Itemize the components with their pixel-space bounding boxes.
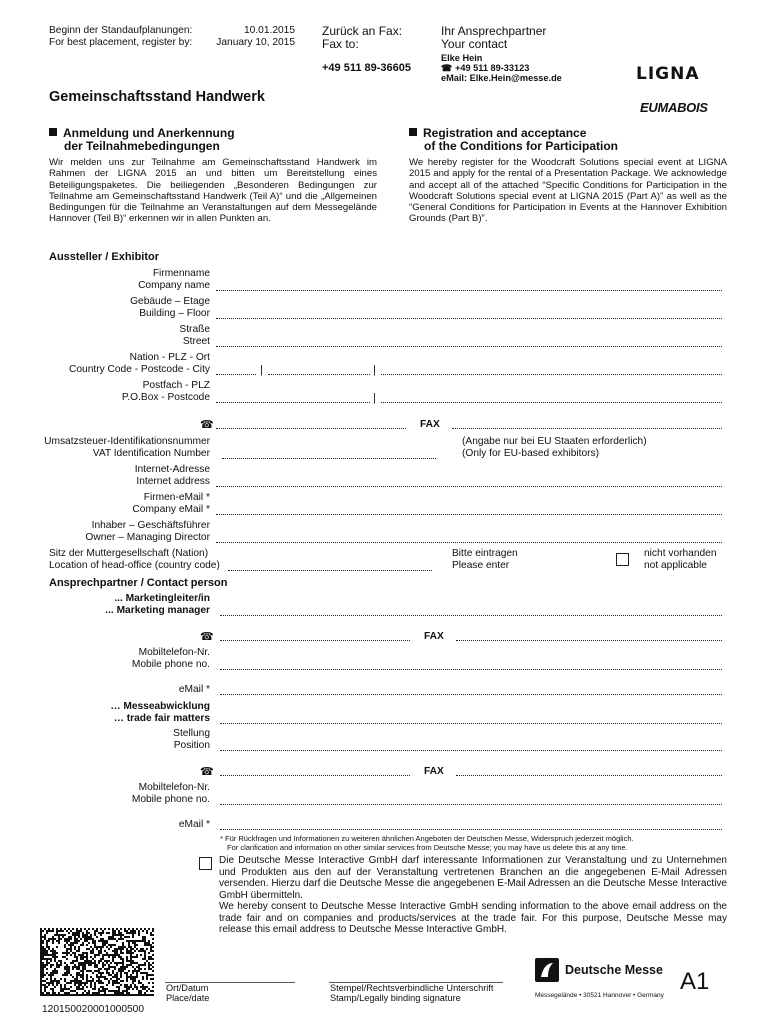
page-title: Gemeinschaftsstand Handwerk [49,89,265,105]
mobile2-label-en: Mobile phone no. [131,794,210,805]
owner-label-en: Owner – Managing Director [85,532,210,543]
company-email-label-de: Firmen-eMail * [143,492,210,503]
marketing-email-label: eMail * [178,684,210,695]
street-label-en: Street [182,336,210,347]
heading-de-2: der Teilnahmebedingungen [64,139,220,153]
pobox-field[interactable] [216,392,370,403]
trade-label-en: … trade fair matters [113,713,210,724]
intro-text-en: We hereby register for the Woodcraft Solutions special event at LIGNA 2015 and apply for the rental of a Presentation Package. We acknowledge and accept all of the attached “Specific Conditions for Participation in the Woodcraft Solutions special event at LIGNA 2015 (Part A)” as well as the “General Conditions for Participation in Events at the Hannover Exhibition Grounds (Part B)”. [409,157,727,225]
company-name-field[interactable] [216,280,722,291]
company-email-field[interactable] [216,504,722,515]
heading-en-1 [409,126,586,140]
bullet-square-icon [49,128,57,136]
postcode-field[interactable] [268,364,370,375]
marketing-phone-field[interactable] [220,630,410,641]
marketing-mobile-field[interactable] [220,659,722,670]
contact-heading: Ansprechpartner / Contact person [49,577,228,589]
mobile2-label-de: Mobiltelefon-Nr. [138,782,210,793]
not-applicable-label-de: nicht vorhanden [644,548,717,559]
city-field[interactable] [381,364,722,375]
nation-label-en: Country Code - Postcode - City [69,364,210,375]
registration-deadline-label-de: Beginn der Standaufplanungen: [49,25,193,36]
place-date-label-en: Place/date [166,993,210,1003]
pobox-postcode-field[interactable] [381,392,722,403]
not-applicable-label-en: not applicable [644,560,707,571]
internet-field[interactable] [216,476,722,487]
trade-fax-field[interactable] [456,765,722,776]
intro-text-de: Wir melden uns zur Teilnahme am Gemeinschaftsstand Handwerk im Rahmen der LIGNA 2015 an und bitten um Bereitstellung eines Beteiligungspaketes. Die beiliegenden „Besonderen Bedingungen zur Teilnahme am Gemeinschaftsstand Handwerk (Teil A)“ und die „Allgemeinen Bedingungen für die Teilnahme an Veranstaltungen auf dem Messegelände Hannover (Teil B)“ erkennen wir in allen Punkten an. [49,157,377,225]
contact-email: eMail: Elke.Hein@messe.de [441,73,562,83]
deadline-date-en: January 10, 2015 [216,37,295,48]
owner-label-de: Inhaber – Geschäftsführer [91,520,210,531]
deutsche-messe-wordmark: Deutsche Messe [565,963,663,977]
marketing-fax-field[interactable] [456,630,722,641]
ligna-logo: LIGNA [636,64,700,84]
trade-label-de: … Messeabwicklung [110,701,210,712]
not-applicable-checkbox[interactable] [616,553,629,566]
enter-label-de: Bitte eintragen [452,548,518,559]
mobile-label-en: Mobile phone no. [131,659,210,670]
messe-emblem-icon [535,958,559,982]
fax-label: FAX [424,631,444,642]
pobox-label-en: P.O.Box - Postcode [121,392,210,403]
phone-icon: ☎ [200,766,214,778]
fax-label: FAX [424,766,444,777]
datamatrix-barcode [40,928,154,996]
fax-back-label-en: Fax to: [322,37,359,51]
building-label-en: Building – Floor [139,308,210,319]
fax-back-label-de: Zurück an Fax: [322,24,403,38]
trade-fair-contact-field[interactable] [220,713,722,724]
footnote-de: Für Rückfragen und Informationen zu weiteren ähnlichen Angeboten der Deutschen Messe, Widerspruch jederzeit möglich. [225,834,634,843]
fax-label: FAX [420,419,440,430]
building-floor-field[interactable] [216,308,722,319]
marketing-label-de: ... Marketingleiter/in [114,593,210,604]
consent-text-de: Die Deutsche Messe Interactive GmbH darf interessante Informationen zur Veranstaltung und zu Unternehmen und Produkten aus den auf der Veranstaltung vertretenen Branchen an die angegebenen E-Mail Adressen versenden. Hierzu darf die Deutsche Messe die angegebenen E-Mail Adressen an die Deutsche Messe Interactive GmbH übermitteln. [219,855,727,901]
signature-label-de: Stempel/Rechtsverbindliche Unterschrift [330,983,494,993]
separator: | [373,392,376,404]
owner-field[interactable] [216,532,722,543]
country-code-field[interactable] [216,364,256,375]
phone-icon: ☎ [441,63,453,73]
trade-mobile-field[interactable] [220,794,722,805]
vat-label-en: VAT Identification Number [92,448,210,459]
internet-label-en: Internet address [136,476,210,487]
contact-name: Elke Hein [441,53,483,63]
vat-label-de: Umsatzsteuer-Identifikationsnummer [44,436,210,447]
trade-email-field[interactable] [220,819,722,830]
internet-label-de: Internet-Adresse [134,464,210,475]
deutsche-messe-address: Messegelände • 30521 Hannover • Germany [535,992,664,999]
nation-label-de: Nation - PLZ - Ort [129,352,210,363]
headoffice-label-de: Sitz der Muttergesellschaft (Nation) [49,548,209,559]
email-consent-checkbox[interactable] [199,857,212,870]
street-field[interactable] [216,336,722,347]
barcode-number: 120150020001000500 [42,1004,144,1015]
separator: | [373,364,376,376]
contact-label-en: Your contact [441,37,508,51]
enter-label-en: Please enter [452,560,510,571]
headoffice-field[interactable] [228,560,432,571]
trade-phone-field[interactable] [220,765,410,776]
deadline-date-de: 10.01.2015 [244,25,295,36]
consent-text-en: We hereby consent to Deutsche Messe Interactive GmbH sending information to the above email address on the trade fair and on companies and products/services at the trade fair. For this purpose, Deutsche Messe may release this email address to Deutsche Messe Interactive GmbH. [219,901,727,935]
position-label-en: Position [173,740,210,751]
phone-icon: ☎ [200,419,214,431]
marketing-manager-field[interactable] [220,605,722,616]
position-field[interactable] [220,740,722,751]
signature-label-en: Stamp/Legally binding signature [330,993,461,1003]
building-label-de: Gebäude – Etage [130,296,210,307]
heading-en-2: of the Conditions for Participation [424,139,618,153]
trade-email-label: eMail * [178,819,210,830]
position-label-de: Stellung [173,728,210,739]
vat-note-en: (Only for EU-based exhibitors) [462,448,600,459]
eumabois-logo: EUMABOIS [640,100,708,115]
footnote [220,834,634,852]
street-label-de: Straße [179,324,210,335]
vat-note-de: (Angabe nur bei EU Staaten erforderlich) [462,436,647,447]
exhibitor-heading: Aussteller / Exhibitor [49,251,160,263]
heading-en-text: Registration and acceptance [423,126,587,140]
fax-number: +49 511 89-36605 [322,62,412,74]
company-label-en: Company name [138,280,210,291]
registration-deadline-label-en: For best placement, register by: [49,37,193,48]
contact-label-de: Ihr Ansprechpartner [441,24,547,38]
pobox-label-de: Postfach - PLZ [142,380,210,391]
phone-icon: ☎ [200,631,214,643]
bullet-square-icon [409,128,417,136]
place-date-label-de: Ort/Datum [166,983,209,993]
company-phone-field[interactable] [216,418,406,429]
footnote-star: * [220,834,223,843]
form-id: A1 [680,968,710,995]
vat-field[interactable] [222,448,436,459]
headoffice-label-en: Location of head-office (country code) [49,560,220,571]
separator: | [260,364,263,376]
mobile-label-de: Mobiltelefon-Nr. [138,647,210,658]
company-label-de: Firmenname [152,268,210,279]
company-email-label-en: Company eMail * [132,504,210,515]
company-fax-field[interactable] [452,418,722,429]
contact-phone: +49 511 89-33123 [455,63,530,73]
footnote-en: For clarification and information on other similar services from Deutsche Messe; you may have us delete this at any time. [227,843,628,852]
marketing-email-field[interactable] [220,684,722,695]
heading-de-1 [49,126,235,140]
marketing-label-en: ... Marketing manager [105,605,210,616]
heading-de-text: Anmeldung und Anerkennung [63,126,235,140]
